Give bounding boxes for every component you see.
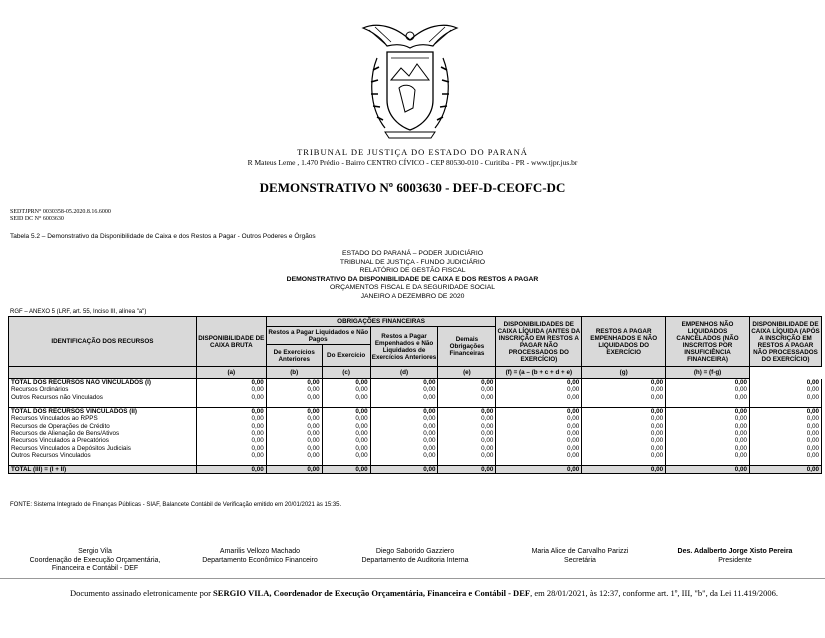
cell-value: 0,00: [322, 415, 370, 422]
cell-value: 0,00: [666, 430, 750, 437]
cell-value: 0,00: [666, 423, 750, 430]
table-total-row: [9, 466, 822, 474]
cell-value: 0,00: [322, 466, 370, 474]
row-label: Recursos Vinculados a Depósitos Judiciais: [9, 445, 197, 452]
signer-name: Maria Alice de Carvalho Parizzi: [531, 548, 629, 555]
cell-value: 0,00: [370, 407, 438, 415]
table-row: [9, 423, 822, 430]
cell-value: 0,00: [370, 445, 438, 452]
cell-value: 0,00: [582, 452, 666, 459]
signer-role: Departamento Econômico Financeiro: [202, 556, 318, 564]
cell-value: 0,00: [582, 437, 666, 444]
cell-value: 0,00: [438, 394, 496, 401]
cell-value: 0,00: [749, 445, 821, 452]
col-header-disp-bruta: DISPONIBILIDADE DE CAIXA BRUTA: [196, 317, 266, 367]
cell-value: 0,00: [666, 394, 750, 401]
coat-of-arms-seal: [355, 18, 465, 146]
cell-value: 0,00: [438, 415, 496, 422]
cell-value: 0,00: [438, 437, 496, 444]
table-row: [9, 394, 822, 401]
footer-prefix: Documento assinado eletronicamente por: [70, 588, 211, 598]
cell-value: 0,00: [496, 423, 582, 430]
row-label: Recursos Vinculados a Precatórios: [9, 437, 197, 444]
cell-value: 0,00: [496, 386, 582, 393]
cell-value: 0,00: [496, 437, 582, 444]
cell-value: 0,00: [749, 394, 821, 401]
cell-value: 0,00: [749, 415, 821, 422]
cell-value: 0,00: [370, 423, 438, 430]
col-header-disp-liquida: DISPONIBILIDADES DE CAIXA LÍQUIDA (ANTES DA INSCRIÇÃO EM RESTOS A PAGAR NÃO PROCESSADOS DO EXERCÍCIO): [496, 317, 582, 367]
cell-value: 0,00: [496, 415, 582, 422]
cell-value: 0,00: [496, 407, 582, 415]
cell-value: 0,00: [266, 430, 322, 437]
cell-value: 0,00: [266, 379, 322, 387]
col-header-rp-empenhados: Restos a Pagar Empenhados e Não Liquidados de Exercícios Anteriores: [370, 327, 438, 367]
cell-value: 0,00: [322, 386, 370, 393]
table-total-row: [9, 407, 822, 415]
col-code-blank: [9, 367, 197, 379]
cash-availability-table: [8, 316, 822, 474]
col-header-obrigacoes: OBRIGAÇÕES FINANCEIRAS: [266, 317, 496, 327]
data-source-note: FONTE: Sistema Integrado de Finanças Públicas - SIAF, Balancete Contábil de Verificação emitido em 20/01/2021 às 15:35.: [10, 502, 342, 508]
cell-value: 0,00: [438, 445, 496, 452]
cell-value: 0,00: [749, 452, 821, 459]
cell-value: 0,00: [266, 423, 322, 430]
cell-value: 0,00: [496, 466, 582, 474]
cell-value: 0,00: [582, 423, 666, 430]
col-header-rp-liquidados: Restos a Pagar Liquidados e Não Pagos: [266, 327, 370, 345]
cell-value: 0,00: [266, 437, 322, 444]
cell-value: 0,00: [322, 407, 370, 415]
footer-signer: SERGIO VILA, Coordenador de Execução Orçamentária, Financeira e Contábil - DEF: [213, 588, 531, 598]
cell-value: 0,00: [266, 452, 322, 459]
row-label: TOTAL (III) = (I + II): [9, 466, 197, 474]
col-code: (d): [370, 367, 438, 379]
cell-value: 0,00: [582, 394, 666, 401]
cell-value: 0,00: [749, 379, 821, 387]
electronic-signature-note: [70, 587, 810, 599]
cell-value: 0,00: [266, 445, 322, 452]
signature-block: [185, 548, 335, 565]
cell-value: 0,00: [438, 466, 496, 474]
cell-value: 0,00: [438, 386, 496, 393]
report-header-line: ESTADO DO PARANÁ – PODER JUDICIÁRIO: [342, 250, 483, 257]
report-header-line: TRIBUNAL DE JUSTIÇA - FUNDO JUDICIÁRIO: [339, 258, 486, 266]
table-row: [9, 430, 822, 437]
col-header-do-exercicio: Do Exercício: [322, 345, 370, 367]
cell-value: 0,00: [749, 437, 821, 444]
cell-value: 0,00: [582, 430, 666, 437]
col-code: (g): [582, 367, 666, 379]
cell-value: 0,00: [266, 386, 322, 393]
cell-value: 0,00: [266, 394, 322, 401]
cell-value: 0,00: [438, 379, 496, 387]
cell-value: 0,00: [196, 423, 266, 430]
cell-value: 0,00: [496, 394, 582, 401]
signer-role: Coordenação de Execução Orçamentária, Financeira e Contábil - DEF: [29, 556, 161, 572]
table-row: [9, 437, 822, 444]
cell-value: 0,00: [749, 386, 821, 393]
document-title: DEMONSTRATIVO Nº 6003630 - DEF-D-CEOFC-DC: [259, 180, 566, 195]
report-header-line: DEMONSTRATIVO DA DISPONIBILIDADE DE CAIXA E DOS RESTOS A PAGAR: [286, 275, 539, 283]
cell-value: 0,00: [322, 430, 370, 437]
cell-value: 0,00: [438, 407, 496, 415]
cell-value: 0,00: [438, 452, 496, 459]
cell-value: 0,00: [496, 430, 582, 437]
cell-value: 0,00: [266, 415, 322, 422]
report-header-line: RELATÓRIO DE GESTÃO FISCAL: [359, 267, 466, 274]
row-label: Recursos Vinculados ao RPPS: [9, 415, 197, 422]
cell-value: 0,00: [266, 466, 322, 474]
table-row: [9, 415, 822, 422]
cell-value: 0,00: [666, 437, 750, 444]
table-row: [9, 452, 822, 459]
row-label: TOTAL DOS RECURSOS NÃO VINCULADOS (I): [9, 379, 197, 387]
seid-number: SEID DC N° 6003630: [10, 216, 64, 222]
cell-value: 0,00: [666, 386, 750, 393]
signature-block: [345, 548, 485, 565]
cell-value: 0,00: [322, 423, 370, 430]
report-header-line: ORÇAMENTOS FISCAL E DA SEGURIDADE SOCIAL: [329, 284, 496, 291]
col-header-demais: Demais Obrigações Financeiras: [438, 327, 496, 367]
signer-name: Sergio Vila: [78, 548, 112, 555]
cell-value: 0,00: [496, 452, 582, 459]
cell-value: 0,00: [370, 394, 438, 401]
cell-value: 0,00: [196, 386, 266, 393]
cell-value: 0,00: [370, 415, 438, 422]
cell-value: 0,00: [666, 415, 750, 422]
signature-block: [505, 548, 655, 565]
signer-role: Departamento de Auditoria Interna: [361, 556, 469, 564]
cell-value: 0,00: [370, 452, 438, 459]
cell-value: 0,00: [496, 445, 582, 452]
signer-name: Diego Saborido Gazziero: [375, 548, 455, 555]
table-row: [9, 445, 822, 452]
org-name: TRIBUNAL DE JUSTIÇA DO ESTADO DO PARANÁ: [297, 147, 528, 157]
signer-name: Des. Adalberto Jorge Xisto Pereira: [677, 548, 793, 555]
col-code: (b): [266, 367, 322, 379]
cell-value: 0,00: [196, 437, 266, 444]
col-header-id: IDENTIFICAÇÃO DOS RECURSOS: [9, 317, 197, 367]
cell-value: 0,00: [582, 466, 666, 474]
signature-block: [20, 548, 170, 574]
cell-value: 0,00: [582, 386, 666, 393]
process-number: SEDTJPRN° 0030358-05.2020.8.16.6000: [10, 209, 111, 215]
cell-value: 0,00: [370, 386, 438, 393]
cell-value: 0,00: [196, 379, 266, 387]
col-code: (c): [322, 367, 370, 379]
cell-value: 0,00: [370, 466, 438, 474]
cell-value: 0,00: [196, 466, 266, 474]
footer-suffix: , em 28/01/2021, às 12:37, conforme art. 1º, III, "b", da Lei 11.419/2006.: [530, 588, 778, 598]
cell-value: 0,00: [666, 407, 750, 415]
col-header-disp-apos: DISPONIBILIDADE DE CAIXA LÍQUIDA (APÓS A INSCRIÇÃO EM RESTOS A PAGAR NÃO PROCESSADOS DO EXERCÍCIO): [749, 317, 821, 367]
cell-value: 0,00: [322, 452, 370, 459]
cell-value: 0,00: [370, 437, 438, 444]
row-label: Outros Recursos não Vinculados: [9, 394, 197, 401]
cell-value: 0,00: [196, 394, 266, 401]
cell-value: 0,00: [322, 394, 370, 401]
cell-value: 0,00: [370, 379, 438, 387]
cell-value: 0,00: [322, 379, 370, 387]
cell-value: 0,00: [322, 445, 370, 452]
row-label: Recursos Ordinários: [9, 386, 197, 393]
cell-value: 0,00: [322, 437, 370, 444]
cell-value: 0,00: [370, 430, 438, 437]
cell-value: 0,00: [582, 445, 666, 452]
report-header-line: JANEIRO A DEZEMBRO DE 2020: [360, 292, 465, 300]
table-row: [9, 386, 822, 393]
col-header-emp-cancelados: EMPENHOS NÃO LIQUIDADOS CANCELADOS (NÃO INSCRITOS POR INSUFICIÊNCIA FINANCEIRA): [666, 317, 750, 367]
cell-value: 0,00: [749, 423, 821, 430]
signer-role: Secretária: [564, 556, 596, 564]
org-address: R Mateus Leme , 1.470 Prédio - Bairro CENTRO CÍVICO - CEP 80530-010 - Curitiba - PR - www.tjpr.jus.br: [247, 158, 578, 167]
col-code: (f) = (a – (b + c + d + e): [496, 367, 582, 379]
cell-value: 0,00: [196, 452, 266, 459]
cell-value: 0,00: [666, 379, 750, 387]
table-caption: Tabela 5.2 – Demonstrativo da Disponibilidade de Caixa e dos Restos a Pagar - Outros Poderes e Órgãos: [10, 233, 316, 240]
cell-value: 0,00: [196, 430, 266, 437]
cell-value: 0,00: [582, 379, 666, 387]
cell-value: 0,00: [582, 415, 666, 422]
col-code: (e): [438, 367, 496, 379]
signer-role: Presidente: [718, 556, 752, 564]
cell-value: 0,00: [582, 407, 666, 415]
cell-value: 0,00: [496, 379, 582, 387]
cell-value: 0,00: [438, 430, 496, 437]
row-label: TOTAL DOS RECURSOS VINCULADOS (II): [9, 407, 197, 415]
cell-value: 0,00: [438, 423, 496, 430]
divider: [0, 578, 825, 579]
cell-value: 0,00: [666, 466, 750, 474]
cell-value: 0,00: [196, 407, 266, 415]
row-label: Recursos de Operações de Crédito: [9, 423, 197, 430]
cell-value: 0,00: [749, 466, 821, 474]
signer-name: Amarilis Vellozo Machado: [219, 548, 301, 555]
cell-value: 0,00: [749, 407, 821, 415]
cell-value: 0,00: [196, 445, 266, 452]
cell-value: 0,00: [666, 452, 750, 459]
signature-block: [655, 548, 815, 565]
row-label: Outros Recursos Vinculados: [9, 452, 197, 459]
col-header-exerc-anteriores: De Exercícios Anteriores: [266, 345, 322, 367]
cell-value: 0,00: [266, 407, 322, 415]
rgf-annex-note: RGF – ANEXO 5 (LRF, art. 55, Inciso III, alínea "a"): [10, 309, 147, 315]
cell-value: 0,00: [196, 415, 266, 422]
col-code: (h) = (f-g): [666, 367, 750, 379]
cell-value: 0,00: [749, 430, 821, 437]
cell-value: 0,00: [666, 445, 750, 452]
table-total-row: [9, 379, 822, 387]
row-label: Recursos de Alienação de Bens/Ativos: [9, 430, 197, 437]
col-header-rp-nao-liq: RESTOS A PAGAR EMPENHADOS E NÃO LIQUIDADOS DO EXERCÍCIO: [582, 317, 666, 367]
col-code: (a): [196, 367, 266, 379]
